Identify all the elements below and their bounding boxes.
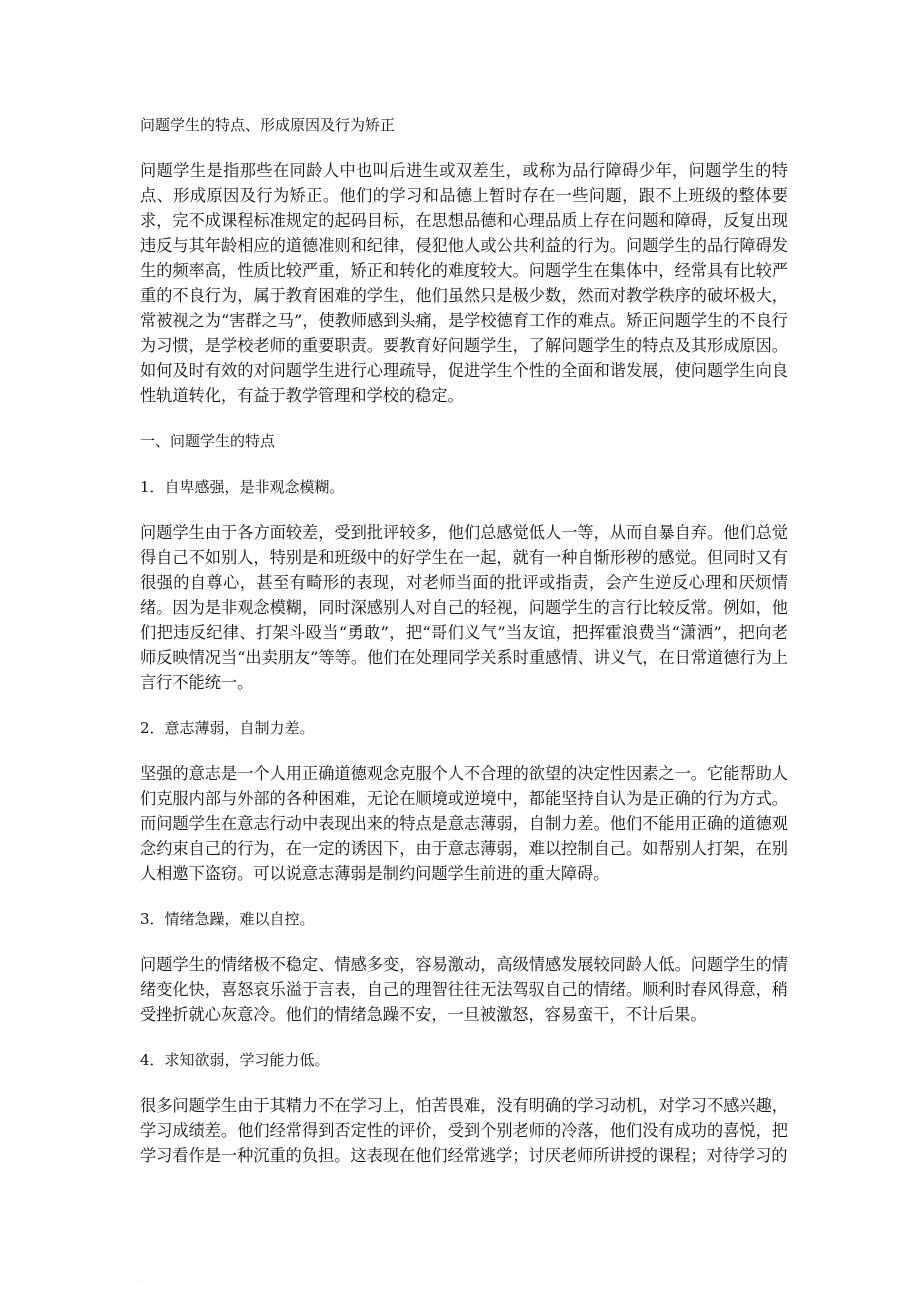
point-heading-4: 4．求知欲弱，学习能力低。 — [140, 1051, 330, 1069]
point-body-2: 坚强的意志是一个人用正确道德观念克服个人不合理的欲望的决定性因素之一。它能帮助人们克服内部与外部的各种困难，无论在顺境或逆境中，都能坚持自认为是正确的行为方式。而问题学生在意志行动中表现出来的特点是意志薄弱，自制力差。他们不能用正确的道德观念约束自己的行为，在一定的诱因下，由于意志薄弱，难以控制自己。如帮别人打架，在别人相邀下盗窃。可以说意志薄弱是制约问题学生前进的重大障碍。 — [140, 764, 788, 883]
point-heading-2: 2．意志薄弱，自制力差。 — [140, 719, 315, 737]
point-body-1: 问题学生由于各方面较差，受到批评较多，他们总感觉低人一等，从而自暴自弃。他们总觉得自己不如别人，特别是和班级中的好学生在一起，就有一种自惭形秽的感觉。但同时又有很强的自尊心，甚至有畸形的表现，对老师当面的批评或指责，会产生逆反心理和厌烦情绪。因为是非观念模糊，同时深感别人对自己的轻视，问题学生的言行比较反常。例如，他们把违反纪律、打架斗殴当“勇敢”，把“哥们义气”当友谊，把挥霍浪费当“潇洒”，把向老师反映情况当“出卖朋友”等等。他们在处理同学关系时重感情、讲义气，在日常道德行为上言行不能统一。 — [140, 523, 788, 692]
point-heading-1: 1．自卑感强，是非观念模糊。 — [140, 478, 345, 496]
document-page — [140, 112, 788, 1188]
point-body-3: 问题学生的情绪极不稳定、情感多变，容易激动，高级情感发展较同龄人低。问题学生的情绪变化快，喜怒哀乐溢于言表，自己的理智往往无法驾驭自己的情绪。顺利时春风得意，稍受挫折就心灰意冷。他们的情绪急躁不安，一旦被激怒，容易蛮干，不计后果。 — [140, 955, 788, 1024]
document-title: 问题学生的特点、形成原因及行为矫正 — [140, 116, 396, 134]
point-heading-3: 3．情绪急躁，难以自控。 — [140, 910, 315, 928]
point-body-4: 很多问题学生由于其精力不在学习上，怕苦畏难，没有明确的学习动机，对学习不感兴趣，学习成绩差。他们经常得到否定性的评价，受到个别老师的冷落，他们没有成功的喜悦，把学习看作是一种沉重的负担。这表现在他们经常逃学；讨厌老师所讲授的课程；对待学习的 — [140, 1096, 788, 1165]
section-heading: 一、问题学生的特点 — [140, 432, 276, 450]
intro-paragraph: 问题学生是指那些在同龄人中也叫后进生或双差生，或称为品行障碍少年，问题学生的特点、形成原因及行为矫正。他们的学习和品德上暂时存在一些问题，跟不上班级的整体要求，完不成课程标准规定的起码目标，在思想品德和心理品质上存在问题和障碍，反复出现违反与其年龄相应的道德准则和纪律，侵犯他人或公共利益的行为。问题学生的品行障碍发生的频率高，性质比较严重，矫正和转化的难度较大。问题学生在集体中，经常具有比较严重的不良行为，属于教育困难的学生，他们虽然只是极少数，然而对教学秩序的破坏极大，常被视之为“害群之马”，使教师感到头痛，是学校德育工作的难点。矫正问题学生的不良行为习惯，是学校老师的重要职责。要教育好问题学生，了解问题学生的特点及其形成原因。如何及时有效的对问题学生进行心理疏导，促进学生个性的全面和谐发展，使问题学生向良性轨道转化，有益于教学管理和学校的稳定。 — [140, 161, 788, 405]
footer-mark: · — [140, 1278, 143, 1287]
